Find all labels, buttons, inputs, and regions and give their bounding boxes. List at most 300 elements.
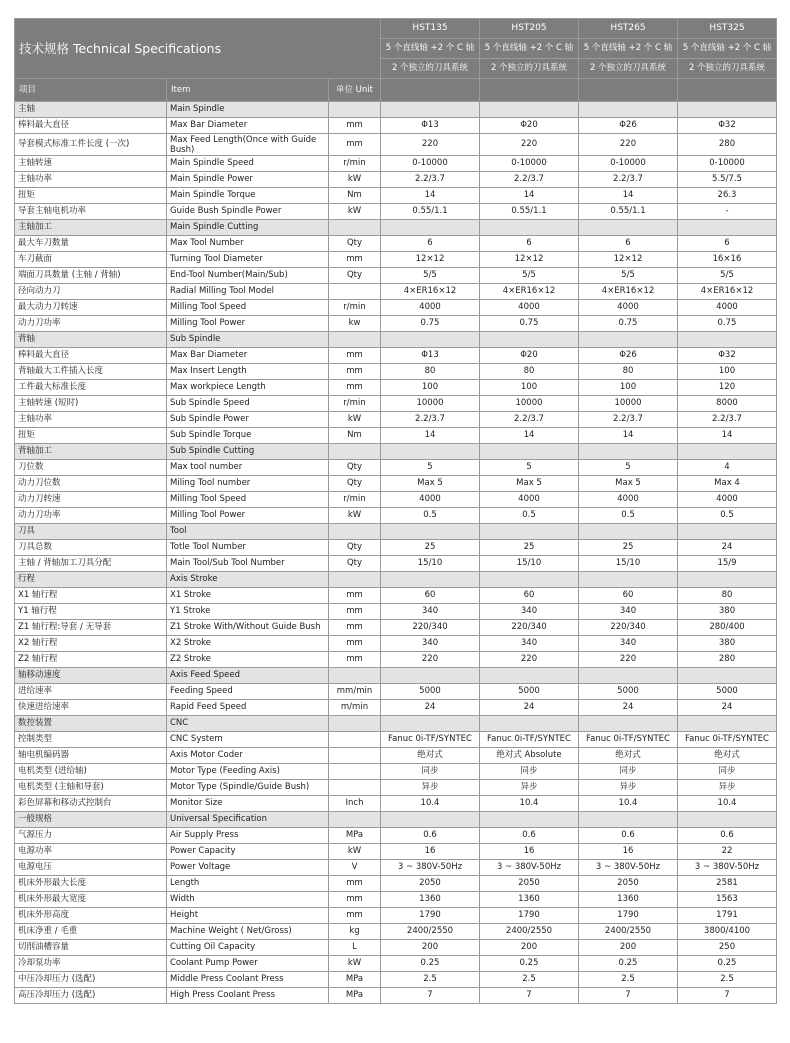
- value-cell: 25: [579, 540, 678, 556]
- spec-row: [15, 844, 777, 860]
- unit-cell: kW: [329, 956, 381, 972]
- item-name-en: Milling Tool Power: [167, 316, 329, 332]
- value-cell: 60: [381, 588, 480, 604]
- axes-desc: 5 个直线轴 +2 个 C 轴: [480, 39, 579, 59]
- section-blank-cell: [329, 220, 381, 236]
- value-cell: 同步: [579, 764, 678, 780]
- value-cell: 340: [579, 604, 678, 620]
- section-blank-cell: [480, 102, 579, 118]
- spec-row: [15, 924, 777, 940]
- value-cell: 14: [579, 428, 678, 444]
- item-name-zh: 机床外形最大长度: [15, 876, 167, 892]
- item-name-zh: 切削油槽容量: [15, 940, 167, 956]
- unit-cell: mm: [329, 134, 381, 156]
- unit-cell: Qty: [329, 556, 381, 572]
- section-blank-cell: [329, 332, 381, 348]
- value-cell: 3 ~ 380V-50Hz: [678, 860, 777, 876]
- spec-row: [15, 876, 777, 892]
- value-cell: 22: [678, 844, 777, 860]
- spec-row: [15, 134, 777, 156]
- section-blank-cell: [678, 332, 777, 348]
- value-cell: Max 5: [579, 476, 678, 492]
- unit-cell: Inch: [329, 796, 381, 812]
- item-name-en: Max Insert Length: [167, 364, 329, 380]
- value-cell: 2.2/3.7: [381, 172, 480, 188]
- value-cell: 6: [480, 236, 579, 252]
- value-cell: 220/340: [381, 620, 480, 636]
- value-cell: 绝对式: [678, 748, 777, 764]
- value-cell: 200: [381, 940, 480, 956]
- section-blank-cell: [678, 716, 777, 732]
- value-cell: 5/5: [678, 268, 777, 284]
- value-cell: 0.55/1.1: [480, 204, 579, 220]
- spec-row: [15, 316, 777, 332]
- value-cell: 2050: [579, 876, 678, 892]
- column-header-item-zh: 项目: [15, 79, 167, 102]
- spec-row: [15, 940, 777, 956]
- section-blank-cell: [678, 444, 777, 460]
- value-cell: Max 5: [480, 476, 579, 492]
- section-blank-cell: [579, 716, 678, 732]
- unit-cell: mm: [329, 348, 381, 364]
- item-name-en: Max Tool Number: [167, 236, 329, 252]
- value-cell: 4000: [579, 300, 678, 316]
- value-cell: 80: [678, 588, 777, 604]
- value-cell: 380: [678, 636, 777, 652]
- item-name-en: Cutting Oil Capacity: [167, 940, 329, 956]
- value-cell: 1360: [480, 892, 579, 908]
- value-cell: 14: [678, 428, 777, 444]
- unit-cell: mm/min: [329, 684, 381, 700]
- item-name-zh: Z1 轴行程:导套 / 无导套: [15, 620, 167, 636]
- value-cell: 80: [381, 364, 480, 380]
- section-blank-cell: [381, 332, 480, 348]
- value-cell: 0.25: [579, 956, 678, 972]
- section-blank-cell: [381, 444, 480, 460]
- value-cell: 4: [678, 460, 777, 476]
- value-cell: Φ20: [480, 348, 579, 364]
- item-name-zh: 主轴转速 (短时): [15, 396, 167, 412]
- item-name-zh: 最大车刀数量: [15, 236, 167, 252]
- section-row: [15, 812, 777, 828]
- section-blank-cell: [480, 812, 579, 828]
- spec-row: [15, 556, 777, 572]
- value-cell: 24: [678, 700, 777, 716]
- unit-cell: r/min: [329, 156, 381, 172]
- value-cell: 220: [480, 134, 579, 156]
- value-cell: 0.25: [381, 956, 480, 972]
- value-cell: 绝对式: [381, 748, 480, 764]
- item-name-en: Length: [167, 876, 329, 892]
- value-cell: 4×ER16×12: [381, 284, 480, 300]
- item-name-en: Motor Type (Feeding Axis): [167, 764, 329, 780]
- value-cell: 4000: [678, 492, 777, 508]
- item-name-zh: 主轴 / 背轴加工刀具分配: [15, 556, 167, 572]
- item-name-en: Sub Spindle Power: [167, 412, 329, 428]
- item-name-en: Sub Spindle Torque: [167, 428, 329, 444]
- value-cell: 2.2/3.7: [579, 412, 678, 428]
- section-blank-cell: [480, 444, 579, 460]
- spec-table-body: [15, 102, 777, 1004]
- section-row: [15, 102, 777, 118]
- value-cell: 10.4: [381, 796, 480, 812]
- spec-row: [15, 204, 777, 220]
- unit-cell: m/min: [329, 700, 381, 716]
- item-name-en: X2 Stroke: [167, 636, 329, 652]
- item-name-zh: 动力刀转速: [15, 492, 167, 508]
- spec-row: [15, 908, 777, 924]
- column-header-blank: [480, 79, 579, 102]
- unit-cell: [329, 748, 381, 764]
- value-cell: 220: [381, 652, 480, 668]
- value-cell: 220/340: [480, 620, 579, 636]
- value-cell: 同步: [381, 764, 480, 780]
- unit-cell: Qty: [329, 236, 381, 252]
- value-cell: 2.5: [480, 972, 579, 988]
- value-cell: Max 5: [381, 476, 480, 492]
- page-title: 技术规格 Technical Specifications: [15, 19, 381, 79]
- value-cell: 4000: [381, 300, 480, 316]
- spec-row: [15, 620, 777, 636]
- value-cell: 200: [480, 940, 579, 956]
- value-cell: 1790: [381, 908, 480, 924]
- value-cell: Φ13: [381, 348, 480, 364]
- unit-cell: kg: [329, 924, 381, 940]
- item-name-en: Width: [167, 892, 329, 908]
- value-cell: 0.25: [480, 956, 579, 972]
- value-cell: 同步: [480, 764, 579, 780]
- value-cell: 220/340: [579, 620, 678, 636]
- spec-row: [15, 188, 777, 204]
- value-cell: 14: [381, 188, 480, 204]
- spec-row: [15, 780, 777, 796]
- spec-row: [15, 172, 777, 188]
- value-cell: 100: [678, 364, 777, 380]
- spec-row: [15, 828, 777, 844]
- value-cell: 0.6: [678, 828, 777, 844]
- unit-cell: Nm: [329, 428, 381, 444]
- spec-row: [15, 540, 777, 556]
- value-cell: 3 ~ 380V-50Hz: [480, 860, 579, 876]
- spec-table: [14, 18, 777, 1004]
- value-cell: 6: [678, 236, 777, 252]
- unit-cell: [329, 284, 381, 300]
- unit-cell: r/min: [329, 492, 381, 508]
- section-blank-cell: [678, 524, 777, 540]
- value-cell: 0.5: [480, 508, 579, 524]
- item-name-zh: 车刀截面: [15, 252, 167, 268]
- value-cell: 25: [480, 540, 579, 556]
- unit-cell: [329, 764, 381, 780]
- value-cell: 220: [579, 652, 678, 668]
- value-cell: 25: [381, 540, 480, 556]
- section-blank-cell: [579, 444, 678, 460]
- item-name-zh: 机床外形最大宽度: [15, 892, 167, 908]
- value-cell: 4000: [678, 300, 777, 316]
- value-cell: 异步: [579, 780, 678, 796]
- spec-row: [15, 604, 777, 620]
- item-name-en: Sub Spindle Speed: [167, 396, 329, 412]
- section-blank-cell: [329, 812, 381, 828]
- value-cell: 8000: [678, 396, 777, 412]
- section-blank-cell: [329, 572, 381, 588]
- value-cell: 80: [579, 364, 678, 380]
- value-cell: 4000: [480, 300, 579, 316]
- item-name-en: Y1 Stroke: [167, 604, 329, 620]
- section-row: [15, 220, 777, 236]
- spec-row: [15, 156, 777, 172]
- unit-cell: MPa: [329, 828, 381, 844]
- unit-cell: kW: [329, 412, 381, 428]
- value-cell: 5000: [381, 684, 480, 700]
- value-cell: 26.3: [678, 188, 777, 204]
- item-name-en: X1 Stroke: [167, 588, 329, 604]
- spec-row: [15, 492, 777, 508]
- value-cell: Fanuc 0i-TF/SYNTEC: [480, 732, 579, 748]
- unit-cell: mm: [329, 620, 381, 636]
- value-cell: 4×ER16×12: [480, 284, 579, 300]
- unit-cell: mm: [329, 380, 381, 396]
- section-title-zh: 刀具: [15, 524, 167, 540]
- value-cell: 24: [381, 700, 480, 716]
- unit-cell: mm: [329, 636, 381, 652]
- item-name-en: Max Feed Length(Once with Guide Bush): [167, 134, 329, 156]
- section-blank-cell: [480, 668, 579, 684]
- value-cell: 15/10: [579, 556, 678, 572]
- value-cell: 380: [678, 604, 777, 620]
- item-name-en: Z2 Stroke: [167, 652, 329, 668]
- unit-cell: mm: [329, 364, 381, 380]
- section-title-en: Main Spindle: [167, 102, 329, 118]
- model-name: HST205: [480, 19, 579, 39]
- section-title-zh: 主轴: [15, 102, 167, 118]
- axes-desc: 5 个直线轴 +2 个 C 轴: [381, 39, 480, 59]
- value-cell: 100: [480, 380, 579, 396]
- section-title-zh: 背轴: [15, 332, 167, 348]
- value-cell: Φ32: [678, 348, 777, 364]
- item-name-en: Max tool number: [167, 460, 329, 476]
- item-name-en: Max Bar Diameter: [167, 348, 329, 364]
- value-cell: 0.6: [579, 828, 678, 844]
- item-name-zh: Z2 轴行程: [15, 652, 167, 668]
- value-cell: 1563: [678, 892, 777, 908]
- value-cell: Fanuc 0i-TF/SYNTEC: [678, 732, 777, 748]
- item-name-zh: 刀位数: [15, 460, 167, 476]
- item-name-zh: 动力刀功率: [15, 316, 167, 332]
- spec-row: [15, 796, 777, 812]
- model-name: HST265: [579, 19, 678, 39]
- value-cell: 7: [381, 988, 480, 1004]
- section-blank-cell: [329, 444, 381, 460]
- section-title-en: Tool: [167, 524, 329, 540]
- unit-cell: V: [329, 860, 381, 876]
- item-name-zh: 刀具总数: [15, 540, 167, 556]
- value-cell: 6: [381, 236, 480, 252]
- section-title-en: CNC: [167, 716, 329, 732]
- model-header-row: [15, 19, 777, 39]
- value-cell: 80: [480, 364, 579, 380]
- value-cell: Φ32: [678, 118, 777, 134]
- item-name-zh: 电源电压: [15, 860, 167, 876]
- value-cell: -: [678, 204, 777, 220]
- spec-row: [15, 396, 777, 412]
- item-name-zh: X1 轴行程: [15, 588, 167, 604]
- value-cell: 14: [381, 428, 480, 444]
- value-cell: Φ20: [480, 118, 579, 134]
- item-name-en: Max workpiece Length: [167, 380, 329, 396]
- unit-cell: Qty: [329, 540, 381, 556]
- unit-cell: r/min: [329, 300, 381, 316]
- column-header-item-en: Item: [167, 79, 329, 102]
- value-cell: 0-10000: [381, 156, 480, 172]
- value-cell: 280: [678, 134, 777, 156]
- spec-row: [15, 252, 777, 268]
- model-name: HST325: [678, 19, 777, 39]
- value-cell: Φ26: [579, 348, 678, 364]
- value-cell: 1790: [480, 908, 579, 924]
- value-cell: 2.2/3.7: [579, 172, 678, 188]
- section-title-en: Axis Feed Speed: [167, 668, 329, 684]
- unit-cell: kW: [329, 204, 381, 220]
- section-row: [15, 716, 777, 732]
- value-cell: 4000: [579, 492, 678, 508]
- value-cell: Fanuc 0i-TF/SYNTEC: [579, 732, 678, 748]
- axes-desc: 5 个直线轴 +2 个 C 轴: [579, 39, 678, 59]
- unit-cell: mm: [329, 652, 381, 668]
- item-name-en: Main Spindle Power: [167, 172, 329, 188]
- spec-row: [15, 428, 777, 444]
- unit-cell: kw: [329, 316, 381, 332]
- value-cell: 220: [381, 134, 480, 156]
- value-cell: 0-10000: [579, 156, 678, 172]
- section-blank-cell: [678, 220, 777, 236]
- item-name-en: Totle Tool Number: [167, 540, 329, 556]
- item-name-en: End-Tool Number(Main/Sub): [167, 268, 329, 284]
- section-title-zh: 背轴加工: [15, 444, 167, 460]
- value-cell: 5/5: [480, 268, 579, 284]
- item-name-en: Air Supply Press: [167, 828, 329, 844]
- section-title-en: Universal Specification: [167, 812, 329, 828]
- item-name-en: Machine Weight ( Net/Gross): [167, 924, 329, 940]
- value-cell: 24: [480, 700, 579, 716]
- value-cell: 0.5: [381, 508, 480, 524]
- item-name-en: Guide Bush Spindle Power: [167, 204, 329, 220]
- section-title-zh: 轴移动速度: [15, 668, 167, 684]
- item-name-zh: 高压冷却压力 (选配): [15, 988, 167, 1004]
- section-blank-cell: [678, 572, 777, 588]
- spec-row: [15, 732, 777, 748]
- value-cell: 340: [579, 636, 678, 652]
- item-name-zh: 背轴最大工件插入长度: [15, 364, 167, 380]
- value-cell: 2.5: [678, 972, 777, 988]
- value-cell: 14: [480, 188, 579, 204]
- section-blank-cell: [480, 572, 579, 588]
- item-name-en: Rapid Feed Speed: [167, 700, 329, 716]
- item-name-zh: 机床净重 / 毛重: [15, 924, 167, 940]
- value-cell: 100: [381, 380, 480, 396]
- section-blank-cell: [678, 812, 777, 828]
- value-cell: 2050: [381, 876, 480, 892]
- item-name-en: Main Spindle Speed: [167, 156, 329, 172]
- spec-row: [15, 988, 777, 1004]
- value-cell: 0.75: [579, 316, 678, 332]
- value-cell: 10.4: [480, 796, 579, 812]
- value-cell: 5.5/7.5: [678, 172, 777, 188]
- value-cell: 2.2/3.7: [480, 172, 579, 188]
- value-cell: 5000: [480, 684, 579, 700]
- item-name-zh: 动力刀功率: [15, 508, 167, 524]
- value-cell: 5000: [579, 684, 678, 700]
- section-blank-cell: [480, 220, 579, 236]
- item-name-en: Milling Tool Speed: [167, 492, 329, 508]
- value-cell: 2.2/3.7: [678, 412, 777, 428]
- value-cell: 0.75: [678, 316, 777, 332]
- item-name-zh: 扭矩: [15, 188, 167, 204]
- spec-row: [15, 700, 777, 716]
- spec-row: [15, 476, 777, 492]
- section-blank-cell: [480, 524, 579, 540]
- value-cell: 异步: [381, 780, 480, 796]
- section-blank-cell: [329, 102, 381, 118]
- section-blank-cell: [329, 524, 381, 540]
- section-blank-cell: [579, 668, 678, 684]
- value-cell: 2400/2550: [579, 924, 678, 940]
- value-cell: 340: [381, 604, 480, 620]
- section-blank-cell: [329, 716, 381, 732]
- item-name-en: Milling Tool Power: [167, 508, 329, 524]
- item-name-zh: 轴电机编码器: [15, 748, 167, 764]
- spec-row: [15, 364, 777, 380]
- value-cell: Max 4: [678, 476, 777, 492]
- value-cell: 2.2/3.7: [381, 412, 480, 428]
- value-cell: 16: [579, 844, 678, 860]
- item-name-zh: 气源压力: [15, 828, 167, 844]
- unit-cell: [329, 732, 381, 748]
- item-name-en: Power Voltage: [167, 860, 329, 876]
- value-cell: 16: [480, 844, 579, 860]
- section-blank-cell: [579, 220, 678, 236]
- section-row: [15, 332, 777, 348]
- value-cell: 4000: [480, 492, 579, 508]
- column-header-unit: 单位 Unit: [329, 79, 381, 102]
- section-row: [15, 444, 777, 460]
- item-name-zh: 扭矩: [15, 428, 167, 444]
- spec-row: [15, 348, 777, 364]
- value-cell: 2.2/3.7: [480, 412, 579, 428]
- unit-cell: mm: [329, 252, 381, 268]
- spec-sheet: [14, 18, 776, 1004]
- section-title-en: Sub Spindle: [167, 332, 329, 348]
- unit-cell: MPa: [329, 972, 381, 988]
- item-name-zh: 电源功率: [15, 844, 167, 860]
- value-cell: 6: [579, 236, 678, 252]
- value-cell: 0.5: [579, 508, 678, 524]
- value-cell: 15/9: [678, 556, 777, 572]
- value-cell: 7: [579, 988, 678, 1004]
- value-cell: 绝对式 Absolute: [480, 748, 579, 764]
- unit-cell: Nm: [329, 188, 381, 204]
- section-title-zh: 数控装置: [15, 716, 167, 732]
- section-blank-cell: [480, 332, 579, 348]
- unit-cell: mm: [329, 892, 381, 908]
- item-name-zh: 主轴功率: [15, 412, 167, 428]
- item-name-en: Miling Tool number: [167, 476, 329, 492]
- column-header-blank: [579, 79, 678, 102]
- value-cell: 0.6: [480, 828, 579, 844]
- value-cell: 10.4: [579, 796, 678, 812]
- section-blank-cell: [579, 572, 678, 588]
- spec-row: [15, 684, 777, 700]
